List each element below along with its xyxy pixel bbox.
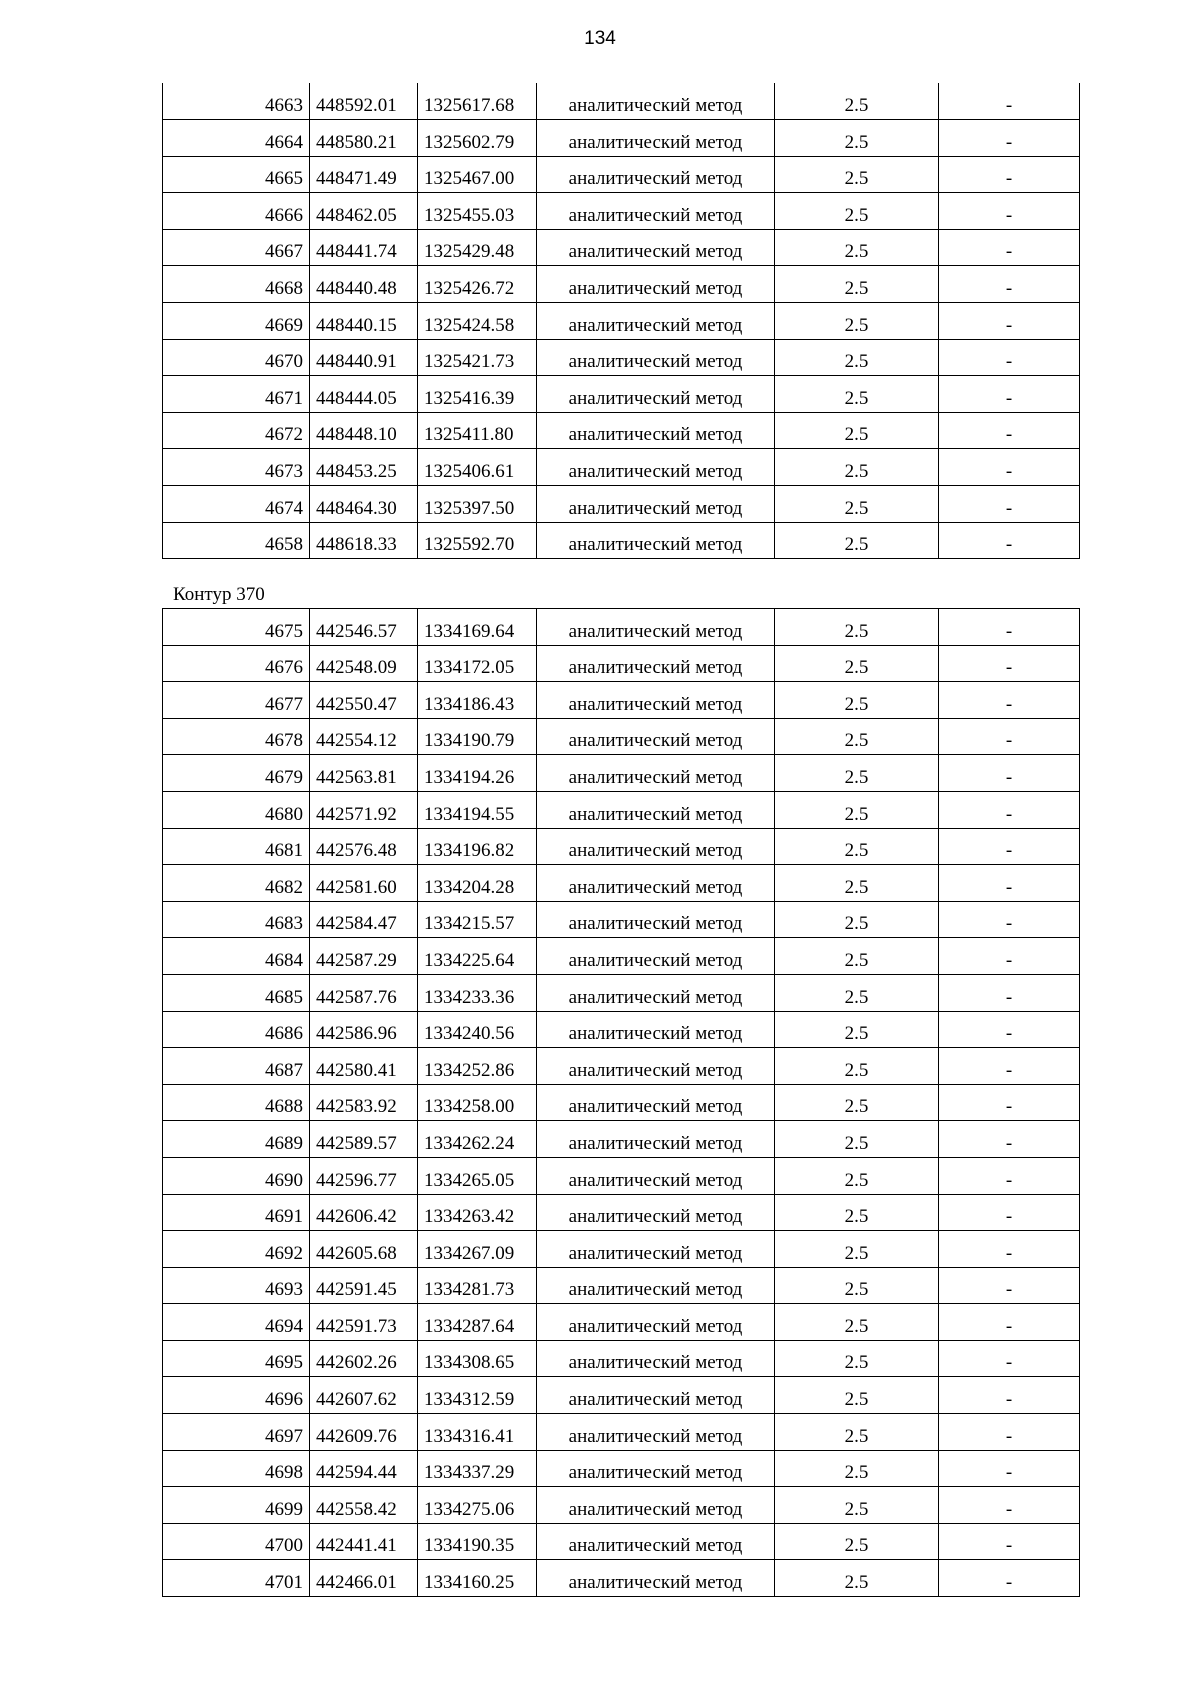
- coord-x: 442558.42: [310, 1487, 418, 1524]
- note-cell: -: [939, 266, 1080, 303]
- coord-y: 1334275.06: [418, 1487, 537, 1524]
- table-row: [163, 1560, 1080, 1597]
- note-cell: -: [939, 974, 1080, 1011]
- method-cell: аналитический метод: [537, 449, 775, 486]
- method-cell: аналитический метод: [537, 120, 775, 157]
- point-number: 4688: [163, 1084, 310, 1121]
- point-number: 4669: [163, 303, 310, 340]
- note-cell: -: [939, 865, 1080, 902]
- note-cell: -: [939, 1304, 1080, 1341]
- method-cell: аналитический метод: [537, 1011, 775, 1048]
- table-row: [163, 83, 1080, 120]
- coord-y: 1325416.39: [418, 376, 537, 413]
- coord-y: 1325421.73: [418, 339, 537, 376]
- table-row: [163, 412, 1080, 449]
- accuracy-cell: 2.5: [775, 1523, 939, 1560]
- method-cell: аналитический метод: [537, 229, 775, 266]
- table-row: [163, 303, 1080, 340]
- coord-y: 1334265.05: [418, 1157, 537, 1194]
- coord-x: 442606.42: [310, 1194, 418, 1231]
- table-row: [163, 1450, 1080, 1487]
- accuracy-cell: 2.5: [775, 120, 939, 157]
- coord-x: 442581.60: [310, 865, 418, 902]
- table-row: [163, 229, 1080, 266]
- accuracy-cell: 2.5: [775, 156, 939, 193]
- point-number: 4695: [163, 1340, 310, 1377]
- coord-y: 1325426.72: [418, 266, 537, 303]
- coordinates-table-contour-370: [162, 608, 1080, 1597]
- method-cell: аналитический метод: [537, 609, 775, 646]
- note-cell: -: [939, 1414, 1080, 1451]
- coord-x: 442591.73: [310, 1304, 418, 1341]
- method-cell: аналитический метод: [537, 1048, 775, 1085]
- method-cell: аналитический метод: [537, 828, 775, 865]
- coord-x: 442586.96: [310, 1011, 418, 1048]
- coord-y: 1325411.80: [418, 412, 537, 449]
- coord-y: 1334267.09: [418, 1231, 537, 1268]
- note-cell: -: [939, 1523, 1080, 1560]
- method-cell: аналитический метод: [537, 1267, 775, 1304]
- table-row: [163, 1194, 1080, 1231]
- coord-x: 442591.45: [310, 1267, 418, 1304]
- note-cell: -: [939, 828, 1080, 865]
- method-cell: аналитический метод: [537, 1157, 775, 1194]
- table-row: [163, 449, 1080, 486]
- note-cell: -: [939, 1048, 1080, 1085]
- note-cell: -: [939, 83, 1080, 120]
- table-row: [163, 1414, 1080, 1451]
- coord-y: 1334225.64: [418, 938, 537, 975]
- accuracy-cell: 2.5: [775, 1450, 939, 1487]
- point-number: 4672: [163, 412, 310, 449]
- note-cell: -: [939, 229, 1080, 266]
- coord-y: 1334194.55: [418, 791, 537, 828]
- coord-y: 1334194.26: [418, 755, 537, 792]
- accuracy-cell: 2.5: [775, 1231, 939, 1268]
- coord-y: 1334190.35: [418, 1523, 537, 1560]
- coord-x: 442571.92: [310, 791, 418, 828]
- note-cell: -: [939, 1450, 1080, 1487]
- point-number: 4693: [163, 1267, 310, 1304]
- accuracy-cell: 2.5: [775, 376, 939, 413]
- note-cell: -: [939, 1267, 1080, 1304]
- table-row: [163, 828, 1080, 865]
- point-number: 4658: [163, 522, 310, 559]
- note-cell: -: [939, 303, 1080, 340]
- coord-y: 1334316.41: [418, 1414, 537, 1451]
- table-row: [163, 1084, 1080, 1121]
- note-cell: -: [939, 193, 1080, 230]
- method-cell: аналитический метод: [537, 193, 775, 230]
- table-row: [163, 339, 1080, 376]
- table-row: [163, 755, 1080, 792]
- method-cell: аналитический метод: [537, 1414, 775, 1451]
- coord-y: 1325424.58: [418, 303, 537, 340]
- table-body: [163, 83, 1080, 559]
- method-cell: аналитический метод: [537, 645, 775, 682]
- note-cell: -: [939, 1084, 1080, 1121]
- coord-y: 1334186.43: [418, 682, 537, 719]
- method-cell: аналитический метод: [537, 522, 775, 559]
- accuracy-cell: 2.5: [775, 682, 939, 719]
- point-number: 4698: [163, 1450, 310, 1487]
- coord-y: 1334337.29: [418, 1450, 537, 1487]
- coord-x: 442576.48: [310, 828, 418, 865]
- accuracy-cell: 2.5: [775, 1121, 939, 1158]
- method-cell: аналитический метод: [537, 376, 775, 413]
- accuracy-cell: 2.5: [775, 1377, 939, 1414]
- method-cell: аналитический метод: [537, 682, 775, 719]
- table-row: [163, 645, 1080, 682]
- note-cell: -: [939, 1377, 1080, 1414]
- table-row: [163, 718, 1080, 755]
- coord-x: 442441.41: [310, 1523, 418, 1560]
- coord-x: 448462.05: [310, 193, 418, 230]
- accuracy-cell: 2.5: [775, 1084, 939, 1121]
- table-row: [163, 1267, 1080, 1304]
- coord-y: 1334281.73: [418, 1267, 537, 1304]
- table-row: [163, 156, 1080, 193]
- method-cell: аналитический метод: [537, 1523, 775, 1560]
- method-cell: аналитический метод: [537, 339, 775, 376]
- contour-label: Контур 370: [173, 584, 265, 605]
- coord-y: 1325467.00: [418, 156, 537, 193]
- note-cell: -: [939, 938, 1080, 975]
- table-row: [163, 1523, 1080, 1560]
- accuracy-cell: 2.5: [775, 522, 939, 559]
- coord-y: 1334287.64: [418, 1304, 537, 1341]
- accuracy-cell: 2.5: [775, 1157, 939, 1194]
- point-number: 4663: [163, 83, 310, 120]
- table-row: [163, 865, 1080, 902]
- coord-y: 1334160.25: [418, 1560, 537, 1597]
- point-number: 4685: [163, 974, 310, 1011]
- note-cell: -: [939, 1231, 1080, 1268]
- method-cell: аналитический метод: [537, 156, 775, 193]
- coord-x: 442589.57: [310, 1121, 418, 1158]
- coord-y: 1334308.65: [418, 1340, 537, 1377]
- table-row: [163, 938, 1080, 975]
- table-row: [163, 682, 1080, 719]
- accuracy-cell: 2.5: [775, 1560, 939, 1597]
- accuracy-cell: 2.5: [775, 449, 939, 486]
- point-number: 4683: [163, 901, 310, 938]
- coord-y: 1325429.48: [418, 229, 537, 266]
- accuracy-cell: 2.5: [775, 486, 939, 523]
- coord-x: 448448.10: [310, 412, 418, 449]
- table-row: [163, 376, 1080, 413]
- note-cell: -: [939, 449, 1080, 486]
- coord-x: 448580.21: [310, 120, 418, 157]
- coord-y: 1334263.42: [418, 1194, 537, 1231]
- coord-x: 442609.76: [310, 1414, 418, 1451]
- point-number: 4691: [163, 1194, 310, 1231]
- coord-x: 442607.62: [310, 1377, 418, 1414]
- accuracy-cell: 2.5: [775, 645, 939, 682]
- coord-y: 1325455.03: [418, 193, 537, 230]
- accuracy-cell: 2.5: [775, 791, 939, 828]
- coord-y: 1334215.57: [418, 901, 537, 938]
- note-cell: -: [939, 412, 1080, 449]
- coord-x: 442587.76: [310, 974, 418, 1011]
- table-row: [163, 1157, 1080, 1194]
- point-number: 4694: [163, 1304, 310, 1341]
- coord-y: 1334190.79: [418, 718, 537, 755]
- coord-y: 1334172.05: [418, 645, 537, 682]
- coord-y: 1325617.68: [418, 83, 537, 120]
- table-row: [163, 791, 1080, 828]
- coord-x: 448592.01: [310, 83, 418, 120]
- coord-x: 448444.05: [310, 376, 418, 413]
- accuracy-cell: 2.5: [775, 83, 939, 120]
- method-cell: аналитический метод: [537, 718, 775, 755]
- method-cell: аналитический метод: [537, 412, 775, 449]
- method-cell: аналитический метод: [537, 1231, 775, 1268]
- coord-x: 442587.29: [310, 938, 418, 975]
- coord-x: 448464.30: [310, 486, 418, 523]
- point-number: 4701: [163, 1560, 310, 1597]
- note-cell: -: [939, 339, 1080, 376]
- method-cell: аналитический метод: [537, 1194, 775, 1231]
- point-number: 4676: [163, 645, 310, 682]
- point-number: 4689: [163, 1121, 310, 1158]
- note-cell: -: [939, 755, 1080, 792]
- accuracy-cell: 2.5: [775, 1011, 939, 1048]
- accuracy-cell: 2.5: [775, 865, 939, 902]
- method-cell: аналитический метод: [537, 1450, 775, 1487]
- point-number: 4682: [163, 865, 310, 902]
- note-cell: -: [939, 486, 1080, 523]
- note-cell: -: [939, 522, 1080, 559]
- accuracy-cell: 2.5: [775, 1048, 939, 1085]
- table-row: [163, 120, 1080, 157]
- coord-x: 448440.48: [310, 266, 418, 303]
- note-cell: -: [939, 1011, 1080, 1048]
- note-cell: -: [939, 1157, 1080, 1194]
- point-number: 4697: [163, 1414, 310, 1451]
- accuracy-cell: 2.5: [775, 303, 939, 340]
- coordinates-table-top: [162, 83, 1080, 559]
- method-cell: аналитический метод: [537, 1560, 775, 1597]
- coord-y: 1325602.79: [418, 120, 537, 157]
- point-number: 4666: [163, 193, 310, 230]
- point-number: 4700: [163, 1523, 310, 1560]
- point-number: 4690: [163, 1157, 310, 1194]
- table-row: [163, 974, 1080, 1011]
- method-cell: аналитический метод: [537, 974, 775, 1011]
- note-cell: -: [939, 1121, 1080, 1158]
- table-body: [163, 609, 1080, 1597]
- point-number: 4670: [163, 339, 310, 376]
- coord-x: 442550.47: [310, 682, 418, 719]
- accuracy-cell: 2.5: [775, 193, 939, 230]
- coord-x: 448618.33: [310, 522, 418, 559]
- coord-x: 442466.01: [310, 1560, 418, 1597]
- note-cell: -: [939, 645, 1080, 682]
- note-cell: -: [939, 682, 1080, 719]
- point-number: 4679: [163, 755, 310, 792]
- accuracy-cell: 2.5: [775, 1304, 939, 1341]
- point-number: 4673: [163, 449, 310, 486]
- method-cell: аналитический метод: [537, 865, 775, 902]
- point-number: 4667: [163, 229, 310, 266]
- accuracy-cell: 2.5: [775, 339, 939, 376]
- accuracy-cell: 2.5: [775, 828, 939, 865]
- note-cell: -: [939, 609, 1080, 646]
- coord-x: 442546.57: [310, 609, 418, 646]
- coord-x: 448440.15: [310, 303, 418, 340]
- coord-y: 1334240.56: [418, 1011, 537, 1048]
- table-row: [163, 609, 1080, 646]
- accuracy-cell: 2.5: [775, 938, 939, 975]
- point-number: 4664: [163, 120, 310, 157]
- coord-y: 1334204.28: [418, 865, 537, 902]
- coord-y: 1334169.64: [418, 609, 537, 646]
- method-cell: аналитический метод: [537, 901, 775, 938]
- accuracy-cell: 2.5: [775, 609, 939, 646]
- point-number: 4678: [163, 718, 310, 755]
- coord-x: 442596.77: [310, 1157, 418, 1194]
- point-number: 4668: [163, 266, 310, 303]
- table-row: [163, 1304, 1080, 1341]
- note-cell: -: [939, 901, 1080, 938]
- method-cell: аналитический метод: [537, 1304, 775, 1341]
- coord-x: 442584.47: [310, 901, 418, 938]
- method-cell: аналитический метод: [537, 486, 775, 523]
- table-row: [163, 1121, 1080, 1158]
- accuracy-cell: 2.5: [775, 1487, 939, 1524]
- point-number: 4681: [163, 828, 310, 865]
- method-cell: аналитический метод: [537, 938, 775, 975]
- accuracy-cell: 2.5: [775, 266, 939, 303]
- accuracy-cell: 2.5: [775, 1194, 939, 1231]
- coord-x: 442554.12: [310, 718, 418, 755]
- table-row: [163, 486, 1080, 523]
- note-cell: -: [939, 120, 1080, 157]
- accuracy-cell: 2.5: [775, 1414, 939, 1451]
- accuracy-cell: 2.5: [775, 1267, 939, 1304]
- coord-y: 1334252.86: [418, 1048, 537, 1085]
- point-number: 4686: [163, 1011, 310, 1048]
- note-cell: -: [939, 791, 1080, 828]
- table-row: [163, 266, 1080, 303]
- coord-y: 1325592.70: [418, 522, 537, 559]
- accuracy-cell: 2.5: [775, 1340, 939, 1377]
- accuracy-cell: 2.5: [775, 718, 939, 755]
- method-cell: аналитический метод: [537, 755, 775, 792]
- point-number: 4687: [163, 1048, 310, 1085]
- method-cell: аналитический метод: [537, 1121, 775, 1158]
- note-cell: -: [939, 156, 1080, 193]
- coord-x: 442548.09: [310, 645, 418, 682]
- point-number: 4674: [163, 486, 310, 523]
- point-number: 4680: [163, 791, 310, 828]
- coord-y: 1325397.50: [418, 486, 537, 523]
- coord-x: 442605.68: [310, 1231, 418, 1268]
- note-cell: -: [939, 376, 1080, 413]
- page-number: 134: [584, 28, 616, 49]
- coord-x: 448440.91: [310, 339, 418, 376]
- coord-x: 442580.41: [310, 1048, 418, 1085]
- point-number: 4671: [163, 376, 310, 413]
- accuracy-cell: 2.5: [775, 755, 939, 792]
- point-number: 4699: [163, 1487, 310, 1524]
- coord-x: 448453.25: [310, 449, 418, 486]
- coord-x: 442594.44: [310, 1450, 418, 1487]
- coord-x: 442563.81: [310, 755, 418, 792]
- method-cell: аналитический метод: [537, 1084, 775, 1121]
- table-row: [163, 1377, 1080, 1414]
- method-cell: аналитический метод: [537, 266, 775, 303]
- table-row: [163, 1487, 1080, 1524]
- table-row: [163, 1340, 1080, 1377]
- note-cell: -: [939, 1487, 1080, 1524]
- point-number: 4696: [163, 1377, 310, 1414]
- accuracy-cell: 2.5: [775, 229, 939, 266]
- method-cell: аналитический метод: [537, 1340, 775, 1377]
- note-cell: -: [939, 1340, 1080, 1377]
- method-cell: аналитический метод: [537, 83, 775, 120]
- table-row: [163, 1011, 1080, 1048]
- coord-x: 448471.49: [310, 156, 418, 193]
- coord-x: 442583.92: [310, 1084, 418, 1121]
- note-cell: -: [939, 718, 1080, 755]
- method-cell: аналитический метод: [537, 1487, 775, 1524]
- coord-y: 1334258.00: [418, 1084, 537, 1121]
- table-row: [163, 901, 1080, 938]
- coord-x: 448441.74: [310, 229, 418, 266]
- coord-y: 1325406.61: [418, 449, 537, 486]
- coord-y: 1334196.82: [418, 828, 537, 865]
- coord-y: 1334262.24: [418, 1121, 537, 1158]
- table-row: [163, 1231, 1080, 1268]
- point-number: 4675: [163, 609, 310, 646]
- accuracy-cell: 2.5: [775, 974, 939, 1011]
- accuracy-cell: 2.5: [775, 901, 939, 938]
- point-number: 4692: [163, 1231, 310, 1268]
- note-cell: -: [939, 1194, 1080, 1231]
- method-cell: аналитический метод: [537, 303, 775, 340]
- table-row: [163, 193, 1080, 230]
- coord-x: 442602.26: [310, 1340, 418, 1377]
- method-cell: аналитический метод: [537, 791, 775, 828]
- coord-y: 1334233.36: [418, 974, 537, 1011]
- table-row: [163, 522, 1080, 559]
- point-number: 4665: [163, 156, 310, 193]
- note-cell: -: [939, 1560, 1080, 1597]
- method-cell: аналитический метод: [537, 1377, 775, 1414]
- table-row: [163, 1048, 1080, 1085]
- point-number: 4684: [163, 938, 310, 975]
- point-number: 4677: [163, 682, 310, 719]
- accuracy-cell: 2.5: [775, 412, 939, 449]
- coord-y: 1334312.59: [418, 1377, 537, 1414]
